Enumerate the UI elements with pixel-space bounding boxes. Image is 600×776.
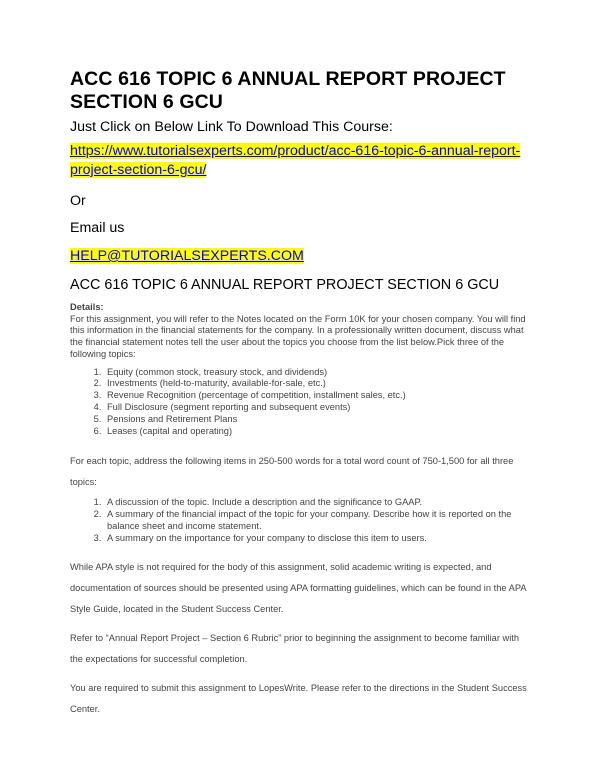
list-item: 2. Investments (held-to-maturity, available-for-sale, etc.)	[104, 378, 530, 390]
list-item: 4. Full Disclosure (segment reporting and subsequent events)	[104, 402, 530, 414]
rubric-paragraph: Refer to “Annual Report Project – Section 6 Rubric” prior to beginning the assignment to become familiar with the expectations for successful completion.	[70, 633, 520, 665]
email-label: Email us	[70, 220, 125, 236]
document-title: ACC 616 TOPIC 6 ANNUAL REPORT PROJECT SECTION 6 GCU	[70, 68, 506, 113]
apa-paragraph: While APA style is not required for the body of this assignment, solid academic writing is expected, and documentation of sources should be presented using APA formatting guidelines, which can be found in the APA Style Guide, located in the Student Success Center.	[70, 562, 527, 615]
details-text: For this assignment, you will refer to the Notes located on the Form 10K for your chosen company. You will find this information in the financial statements for the company. In a professionally written document, discuss what the financial statement notes tell the user about the topics you choose from the list below.Pick three of the following topics:	[70, 313, 526, 359]
list-item: 3. A summary on the importance for your company to disclose this item to users.	[104, 533, 530, 545]
section-subtitle: ACC 616 TOPIC 6 ANNUAL REPORT PROJECT SECTION 6 GCU	[70, 277, 500, 293]
download-link-paragraph	[70, 142, 530, 180]
list-item: 2. A summary of the financial impact of the topic for your company. Describe how it is reported on the balance sheet and income statement.	[104, 509, 530, 533]
list-item: 1. Equity (common stock, treasury stock, and dividends)	[104, 367, 530, 379]
each-topic-paragraph: For each topic, address the following items in 250-500 words for a total word count of 750-1,500 for all three topics:	[70, 456, 514, 488]
email-link[interactable]: HELP@TUTORIALSEXPERTS.COM	[70, 248, 304, 264]
list-item: 1. A discussion of the topic. Include a description and the significance to GAAP.	[104, 497, 530, 509]
details-label: Details:	[70, 302, 104, 312]
download-intro: Just Click on Below Link To Download This Course:	[70, 119, 393, 135]
list-item: 6. Leases (capital and operating)	[104, 426, 530, 438]
download-link[interactable]: https://www.tutorialsexperts.com/product/acc-616-topic-6-annual-report-project-section-6-gcu/	[70, 143, 521, 178]
items-list	[70, 497, 530, 544]
submit-paragraph: You are required to submit this assignment to LopesWrite. Please refer to the directions in the Student Success Center.	[70, 683, 527, 715]
topics-list	[70, 367, 530, 438]
or-text: Or	[70, 193, 86, 209]
list-item: 5. Pensions and Retirement Plans	[104, 414, 530, 426]
list-item: 3. Revenue Recognition (percentage of competition, installment sales, etc.)	[104, 390, 530, 402]
details-block	[70, 302, 530, 361]
email-paragraph	[70, 247, 530, 266]
